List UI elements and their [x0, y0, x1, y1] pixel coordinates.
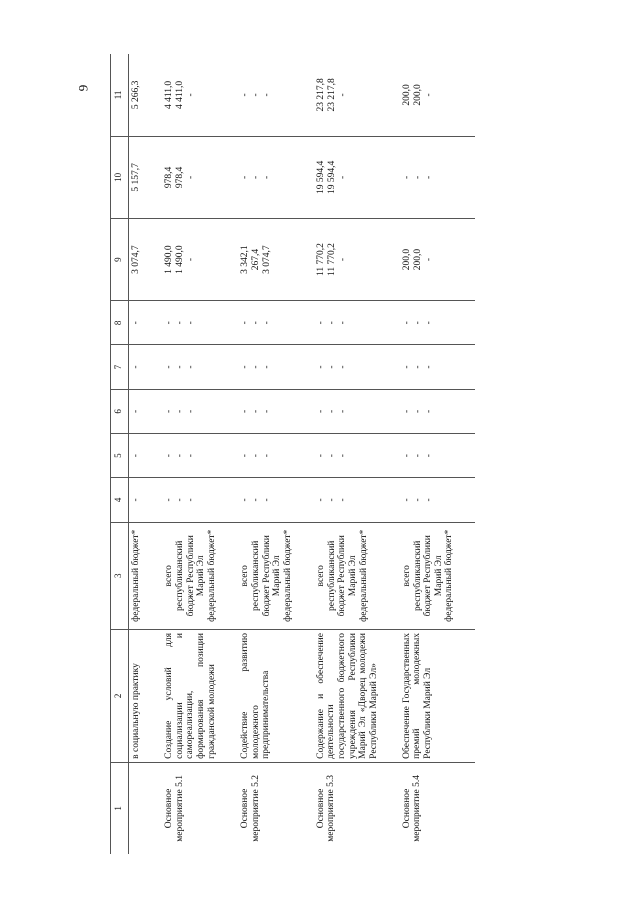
value-c11-cell-line: - [250, 93, 261, 97]
value-c11-cell-line: 200,0 [412, 84, 423, 106]
spacer-cell [457, 478, 475, 522]
spacer-cell [296, 345, 314, 389]
spacer-cell [220, 136, 238, 218]
measure-name-cell: Основное мероприятие 5.2 [239, 775, 261, 842]
table-row [129, 54, 145, 854]
spacer-cell [144, 389, 162, 433]
value-c7-cell-line: - [401, 365, 412, 369]
value-c10-cell [238, 136, 296, 218]
value-c5-cell [129, 433, 145, 477]
spacer-cell [457, 522, 475, 630]
value-c8-cell-line: - [261, 321, 272, 325]
funding-source-cell-line: федеральный бюджет* [358, 529, 369, 622]
value-c6-cell-line: - [239, 409, 250, 413]
spacer-cell [296, 136, 314, 218]
funding-source-cell-line: федеральный бюджет* [206, 529, 217, 622]
value-c10-cell [129, 136, 145, 218]
measure-name-cell: Основное мероприятие 5.4 [401, 775, 423, 842]
value-c8-cell [400, 301, 458, 345]
spacer-cell [220, 522, 238, 630]
value-c7-cell [238, 345, 296, 389]
value-c11-cell [238, 54, 296, 136]
value-c6-cell-line: - [186, 409, 196, 413]
value-c8-cell-line: - [250, 321, 261, 325]
value-c7-cell [400, 345, 458, 389]
spacer-cell [220, 762, 238, 854]
col-header-8: 8 [111, 301, 129, 345]
table-row [238, 54, 296, 854]
funding-source-cell-line: республиканский бюджет Республики Марий Эл [250, 535, 283, 617]
value-c5-cell-line: - [131, 454, 141, 458]
value-c10-cell-line: - [261, 175, 272, 179]
spacer-cell [457, 136, 475, 218]
spacer-cell [382, 54, 400, 136]
measure-name-cell [129, 762, 145, 854]
measure-description-cell: в социальную практику [129, 630, 145, 763]
value-c6-cell-line: - [412, 409, 423, 413]
value-c8-cell-line: - [423, 321, 434, 325]
spacer-cell [144, 478, 162, 522]
table-body [129, 54, 476, 854]
value-c11-cell [162, 54, 220, 136]
value-c5-cell [162, 433, 220, 477]
table-row [314, 54, 382, 854]
col-header-7: 7 [111, 345, 129, 389]
value-c8-cell [129, 301, 145, 345]
table-row [400, 54, 458, 854]
spacer-cell [144, 345, 162, 389]
funding-source-cell-line: федеральный бюджет* [282, 529, 293, 622]
table-row [162, 54, 220, 854]
value-c4-cell-line: - [250, 498, 261, 502]
value-c4-cell-line: - [131, 498, 141, 502]
funding-source-cell-line: всего [164, 565, 174, 587]
value-c6-cell-line: - [175, 409, 185, 413]
value-c8-cell-line: - [131, 321, 141, 325]
value-c7-cell-line: - [423, 365, 434, 369]
value-c4-cell-line: - [175, 498, 185, 502]
value-c7-cell-line: - [131, 365, 141, 369]
spacer-cell [382, 136, 400, 218]
value-c7-cell-line: - [250, 365, 261, 369]
spacer-cell [457, 218, 475, 300]
spacer-cell [457, 345, 475, 389]
value-c9-cell-line: - [186, 258, 196, 262]
measure-description-cell: Обеспечение Государственных премий молодежных Республики Марий Эл [400, 630, 458, 763]
value-c8-cell [238, 301, 296, 345]
value-c4-cell-line: - [261, 498, 272, 502]
value-c4-cell [400, 478, 458, 522]
value-c8-cell-line: - [239, 321, 250, 325]
spacer-cell [382, 345, 400, 389]
spacer-cell [296, 218, 314, 300]
spacer-cell [144, 301, 162, 345]
value-c9-cell-line: 1 490,0 [164, 245, 174, 274]
value-c5-cell-line: - [239, 454, 250, 458]
value-c10-cell-line: 978,4 [175, 166, 185, 189]
value-c6-cell [314, 389, 382, 433]
funding-source-cell [314, 522, 382, 630]
value-c11-cell-line: 23 217,8 [326, 78, 337, 112]
value-c7-cell-line: - [315, 365, 326, 369]
value-c10-cell-line: - [337, 175, 348, 179]
value-c9-cell-line: 3 074,7 [261, 245, 272, 274]
value-c9-cell-line: - [337, 258, 348, 262]
value-c5-cell [238, 433, 296, 477]
value-c11-cell-line: 4 411,0 [164, 80, 174, 109]
value-c9-cell-line: 3 342,1 [239, 245, 250, 274]
value-c10-cell-line: - [401, 175, 412, 179]
value-c4-cell [162, 478, 220, 522]
value-c10-cell-line: 978,4 [164, 166, 174, 189]
value-c11-cell-line: 5 266,3 [131, 80, 141, 110]
value-c10-cell-line: - [423, 175, 434, 179]
value-c7-cell-line: - [239, 365, 250, 369]
value-c5-cell-line: - [326, 454, 337, 458]
spacer-cell [457, 301, 475, 345]
row-spacer [220, 54, 238, 854]
value-c9-cell [129, 218, 145, 300]
value-c7-cell-line: - [164, 365, 174, 369]
value-c8-cell-line: - [326, 321, 337, 325]
funding-source-cell-line: республиканский бюджет Республики Марий Эл [412, 535, 444, 617]
value-c4-cell-line: - [239, 498, 250, 502]
spacer-cell [144, 630, 162, 763]
header-row [111, 54, 129, 854]
spacer-cell [220, 389, 238, 433]
value-c11-cell-line: - [239, 93, 250, 97]
spacer-cell [220, 478, 238, 522]
spacer-cell [296, 630, 314, 763]
spacer-cell [382, 762, 400, 854]
value-c9-cell [238, 218, 296, 300]
value-c9-cell-line: 267,4 [250, 248, 261, 271]
value-c5-cell-line: - [315, 454, 326, 458]
value-c5-cell-line: - [186, 454, 196, 458]
value-c4-cell-line: - [337, 498, 348, 502]
value-c9-cell-line: 11 770,2 [326, 243, 337, 277]
spacer-cell [144, 762, 162, 854]
value-c8-cell [314, 301, 382, 345]
value-c4-cell-line: - [164, 498, 174, 502]
spacer-cell [457, 54, 475, 136]
value-c4-cell [129, 478, 145, 522]
funding-source-cell [400, 522, 458, 630]
spacer-cell [220, 301, 238, 345]
spacer-cell [144, 433, 162, 477]
page-number: 9 [75, 84, 91, 92]
col-header-3: 3 [111, 522, 129, 630]
value-c11-cell-line: - [337, 93, 348, 97]
funding-source-cell-line: республиканский бюджет Республики Марий Эл [326, 535, 358, 617]
rotated-table-wrapper [110, 54, 531, 854]
value-c7-cell-line: - [261, 365, 272, 369]
value-c6-cell [129, 389, 145, 433]
spacer-cell [144, 54, 162, 136]
row-spacer [382, 54, 400, 854]
value-c10-cell [400, 136, 458, 218]
value-c10-cell [162, 136, 220, 218]
value-c11-cell-line: - [261, 93, 272, 97]
spacer-cell [220, 218, 238, 300]
measure-description-cell: Содержание и обеспечение деятельности государственного бюджетного учреждения Республики Марий Эл «Дворец молодежи Республики Марий Эл» [314, 630, 382, 763]
value-c7-cell [314, 345, 382, 389]
col-header-11: 11 [111, 54, 129, 136]
value-c10-cell-line: - [239, 175, 250, 179]
value-c5-cell-line: - [261, 454, 272, 458]
value-c9-cell-line: - [423, 258, 434, 262]
value-c7-cell-line: - [175, 365, 185, 369]
col-header-5: 5 [111, 433, 129, 477]
value-c4-cell [314, 478, 382, 522]
value-c5-cell-line: - [412, 454, 423, 458]
value-c11-cell-line: 23 217,8 [315, 78, 326, 112]
value-c4-cell-line: - [326, 498, 337, 502]
spacer-cell [296, 478, 314, 522]
value-c8-cell-line: - [164, 321, 174, 325]
value-c4-cell-line: - [186, 498, 196, 502]
value-c4-cell [238, 478, 296, 522]
col-header-6: 6 [111, 389, 129, 433]
funding-source-cell [238, 522, 296, 630]
value-c6-cell-line: - [326, 409, 337, 413]
funding-source-cell-line: всего [239, 565, 250, 587]
spacer-cell [382, 630, 400, 763]
value-c10-cell-line: 19 594,4 [326, 160, 337, 195]
value-c6-cell-line: - [261, 409, 272, 413]
value-c4-cell-line: - [401, 498, 412, 502]
spacer-cell [296, 433, 314, 477]
value-c7-cell [129, 345, 145, 389]
value-c5-cell-line: - [401, 454, 412, 458]
funding-source-cell [129, 522, 145, 630]
spacer-cell [144, 522, 162, 630]
value-c5-cell-line: - [337, 454, 348, 458]
measure-name-cell: Основное мероприятие 5.3 [315, 775, 337, 842]
value-c10-cell-line: 5 157,7 [131, 163, 141, 192]
value-c5-cell-line: - [423, 454, 434, 458]
value-c8-cell [162, 301, 220, 345]
value-c9-cell [162, 218, 220, 300]
value-c9-cell [314, 218, 382, 300]
value-c11-cell [129, 54, 145, 136]
value-c8-cell-line: - [315, 321, 326, 325]
value-c4-cell-line: - [423, 498, 434, 502]
spacer-cell [144, 218, 162, 300]
value-c11-cell-line: - [423, 93, 434, 97]
value-c9-cell [400, 218, 458, 300]
value-c7-cell [162, 345, 220, 389]
value-c6-cell-line: - [423, 409, 434, 413]
spacer-cell [382, 478, 400, 522]
spacer-cell [296, 389, 314, 433]
value-c8-cell-line: - [175, 321, 185, 325]
spacer-cell [220, 54, 238, 136]
value-c5-cell-line: - [250, 454, 261, 458]
value-c4-cell-line: - [315, 498, 326, 502]
value-c7-cell-line: - [186, 365, 196, 369]
budget-table [110, 54, 475, 854]
value-c11-cell-line: - [186, 93, 196, 97]
value-c6-cell-line: - [401, 409, 412, 413]
value-c8-cell-line: - [412, 321, 423, 325]
spacer-cell [296, 522, 314, 630]
value-c6-cell [162, 389, 220, 433]
value-c6-cell-line: - [164, 409, 174, 413]
value-c8-cell-line: - [337, 321, 348, 325]
spacer-cell [457, 433, 475, 477]
funding-source-cell-line: всего [315, 565, 326, 587]
measure-name-cell: Основное мероприятие 5.1 [164, 775, 185, 842]
value-c10-cell-line: - [186, 175, 196, 179]
value-c10-cell-line: 19 594,4 [315, 160, 326, 195]
col-header-1: 1 [111, 762, 129, 854]
value-c5-cell-line: - [175, 454, 185, 458]
spacer-cell [382, 389, 400, 433]
funding-source-cell-line: федеральный бюджет* [444, 529, 455, 622]
measure-description-cell: Создание условий для социализации и самореализации, формирования позиции гражданской молодежи [162, 630, 220, 763]
value-c7-cell-line: - [326, 365, 337, 369]
row-spacer [296, 54, 314, 854]
value-c8-cell-line: - [401, 321, 412, 325]
value-c5-cell [314, 433, 382, 477]
funding-source-cell [162, 522, 220, 630]
spacer-cell [220, 630, 238, 763]
value-c5-cell-line: - [164, 454, 174, 458]
col-header-2: 2 [111, 630, 129, 763]
value-c9-cell-line: 3 074,7 [131, 245, 141, 274]
col-header-9: 9 [111, 218, 129, 300]
spacer-cell [457, 630, 475, 763]
value-c11-cell-line: 200,0 [401, 84, 412, 106]
col-header-4: 4 [111, 478, 129, 522]
value-c5-cell [400, 433, 458, 477]
spacer-cell [382, 218, 400, 300]
value-c6-cell-line: - [315, 409, 326, 413]
col-header-10: 10 [111, 136, 129, 218]
value-c8-cell-line: - [186, 321, 196, 325]
funding-source-cell-line: республиканский бюджет Республики Марий Эл [175, 535, 207, 617]
funding-source-cell-line: всего [401, 565, 412, 587]
row-spacer [144, 54, 162, 854]
spacer-cell [382, 433, 400, 477]
row-spacer [457, 54, 475, 854]
spacer-cell [296, 301, 314, 345]
spacer-cell [457, 762, 475, 854]
spacer-cell [382, 301, 400, 345]
value-c9-cell-line: 11 770,2 [315, 243, 326, 277]
value-c7-cell-line: - [337, 365, 348, 369]
spacer-cell [220, 345, 238, 389]
value-c10-cell-line: - [250, 175, 261, 179]
value-c9-cell-line: 1 490,0 [175, 245, 185, 274]
measure-description-cell: Содействие развитию молодежного предпринимательства [238, 630, 296, 763]
value-c7-cell-line: - [412, 365, 423, 369]
spacer-cell [296, 54, 314, 136]
spacer-cell [382, 522, 400, 630]
value-c9-cell-line: 200,0 [412, 248, 423, 271]
spacer-cell [220, 433, 238, 477]
value-c10-cell [314, 136, 382, 218]
value-c6-cell [238, 389, 296, 433]
value-c11-cell [400, 54, 458, 136]
spacer-cell [457, 389, 475, 433]
value-c6-cell-line: - [250, 409, 261, 413]
value-c6-cell [400, 389, 458, 433]
value-c6-cell-line: - [131, 409, 141, 413]
value-c10-cell-line: - [412, 175, 423, 179]
spacer-cell [144, 136, 162, 218]
value-c4-cell-line: - [412, 498, 423, 502]
value-c11-cell [314, 54, 382, 136]
funding-source-cell-line: федеральный бюджет* [131, 529, 141, 622]
value-c11-cell-line: 4 411,0 [175, 80, 185, 109]
spacer-cell [296, 762, 314, 854]
value-c9-cell-line: 200,0 [401, 248, 412, 271]
value-c6-cell-line: - [337, 409, 348, 413]
